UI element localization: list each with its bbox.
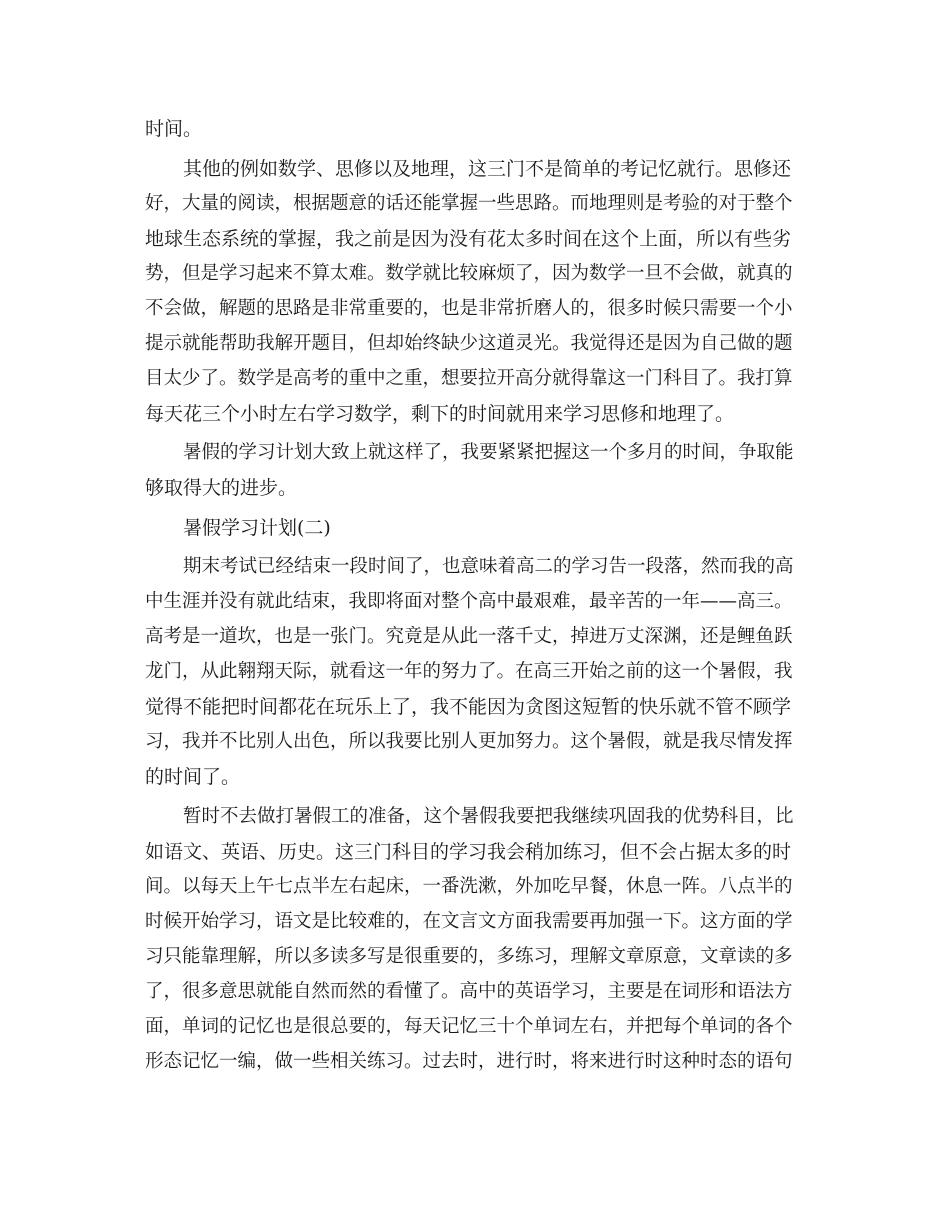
text-line: 暂时不去做打暑假工的准备，这个暑假我要把我继续巩固我的优势科目，比 xyxy=(183,806,794,827)
section-heading: 暑假学习计划(二) xyxy=(183,517,331,539)
text-line: 暑假的学习计划大致上就这样了，我要紧紧把握这一个多月的时间，争取能 xyxy=(183,442,794,463)
text-line: 了，很多意思就能自然而然的看懂了。高中的英语学习，主要是在词形和语法方 xyxy=(145,981,793,1002)
text-line: 的时间了。 xyxy=(145,766,241,788)
text-line: 习只能靠理解，所以多读多写是很重要的，多练习，理解文章原意，文章读的多 xyxy=(145,946,793,967)
text-line: 每天花三个小时左右学习数学，剩下的时间就用来学习思修和地理了。 xyxy=(145,403,735,425)
text-line: 势，但是学习起来不算太难。数学就比较麻烦了，因为数学一旦不会做，就真的 xyxy=(145,263,793,284)
text-line: 习，我并不比别人出色，所以我要比别人更加努力。这个暑假，就是我尽情发挥 xyxy=(145,731,793,752)
text-line: 间。以每天上午七点半左右起床，一番洗漱，外加吃早餐，休息一阵。八点半的 xyxy=(145,876,793,897)
text-line: 时间。 xyxy=(145,118,203,140)
text-line: 提示就能帮助我解开题目，但却始终缺少这道灵光。我觉得还是因为自己做的题 xyxy=(145,333,793,354)
text-line: 面，单词的记忆也是很总要的，每天记忆三十个单词左右，并把每个单词的各个 xyxy=(145,1016,793,1037)
text-line: 好，大量的阅读，根据题意的话还能掌握一些思路。而地理则是考验的对于整个 xyxy=(145,193,793,214)
text-line: 够取得大的进步。 xyxy=(145,477,298,499)
text-line: 地球生态系统的掌握，我之前是因为没有花太多时间在这个上面，所以有些劣 xyxy=(145,228,792,250)
text-line: 如语文、英语、历史。这三门科目的学习我会稍加练习，但不会占据太多的时 xyxy=(145,841,792,863)
text-line: 觉得不能把时间都花在玩乐上了，我不能因为贪图这短暂的快乐就不管不顾学 xyxy=(145,696,792,718)
text-line: 不会做，解题的思路是非常重要的，也是非常折磨人的，很多时候只需要一个小 xyxy=(145,298,793,319)
text-line: 期末考试已经结束一段时间了，也意味着高二的学习告一段落，然而我的高 xyxy=(183,556,794,577)
text-line: 时候开始学习，语文是比较难的，在文言文方面我需要再加强一下。这方面的学 xyxy=(145,911,793,932)
text-line: 其他的例如数学、思修以及地理，这三门不是简单的考记忆就行。思修还 xyxy=(183,158,792,180)
text-line: 龙门，从此翱翔天际，就看这一年的努力了。在高三开始之前的这一个暑假，我 xyxy=(145,661,793,682)
text-line: 目太少了。数学是高考的重中之重，想要拉开高分就得靠这一门科目了。我打算 xyxy=(145,368,793,389)
text-line: 形态记忆一编，做一些相关练习。过去时，进行时，将来进行时这种时态的语句 xyxy=(145,1051,793,1072)
text-line: 中生涯并没有就此结束，我即将面对整个高中最艰难，最辛苦的一年——高三。 xyxy=(145,591,793,612)
text-line: 高考是一道坎，也是一张门。究竟是从此一落千丈，掉进万丈深渊，还是鲤鱼跃 xyxy=(145,626,793,647)
